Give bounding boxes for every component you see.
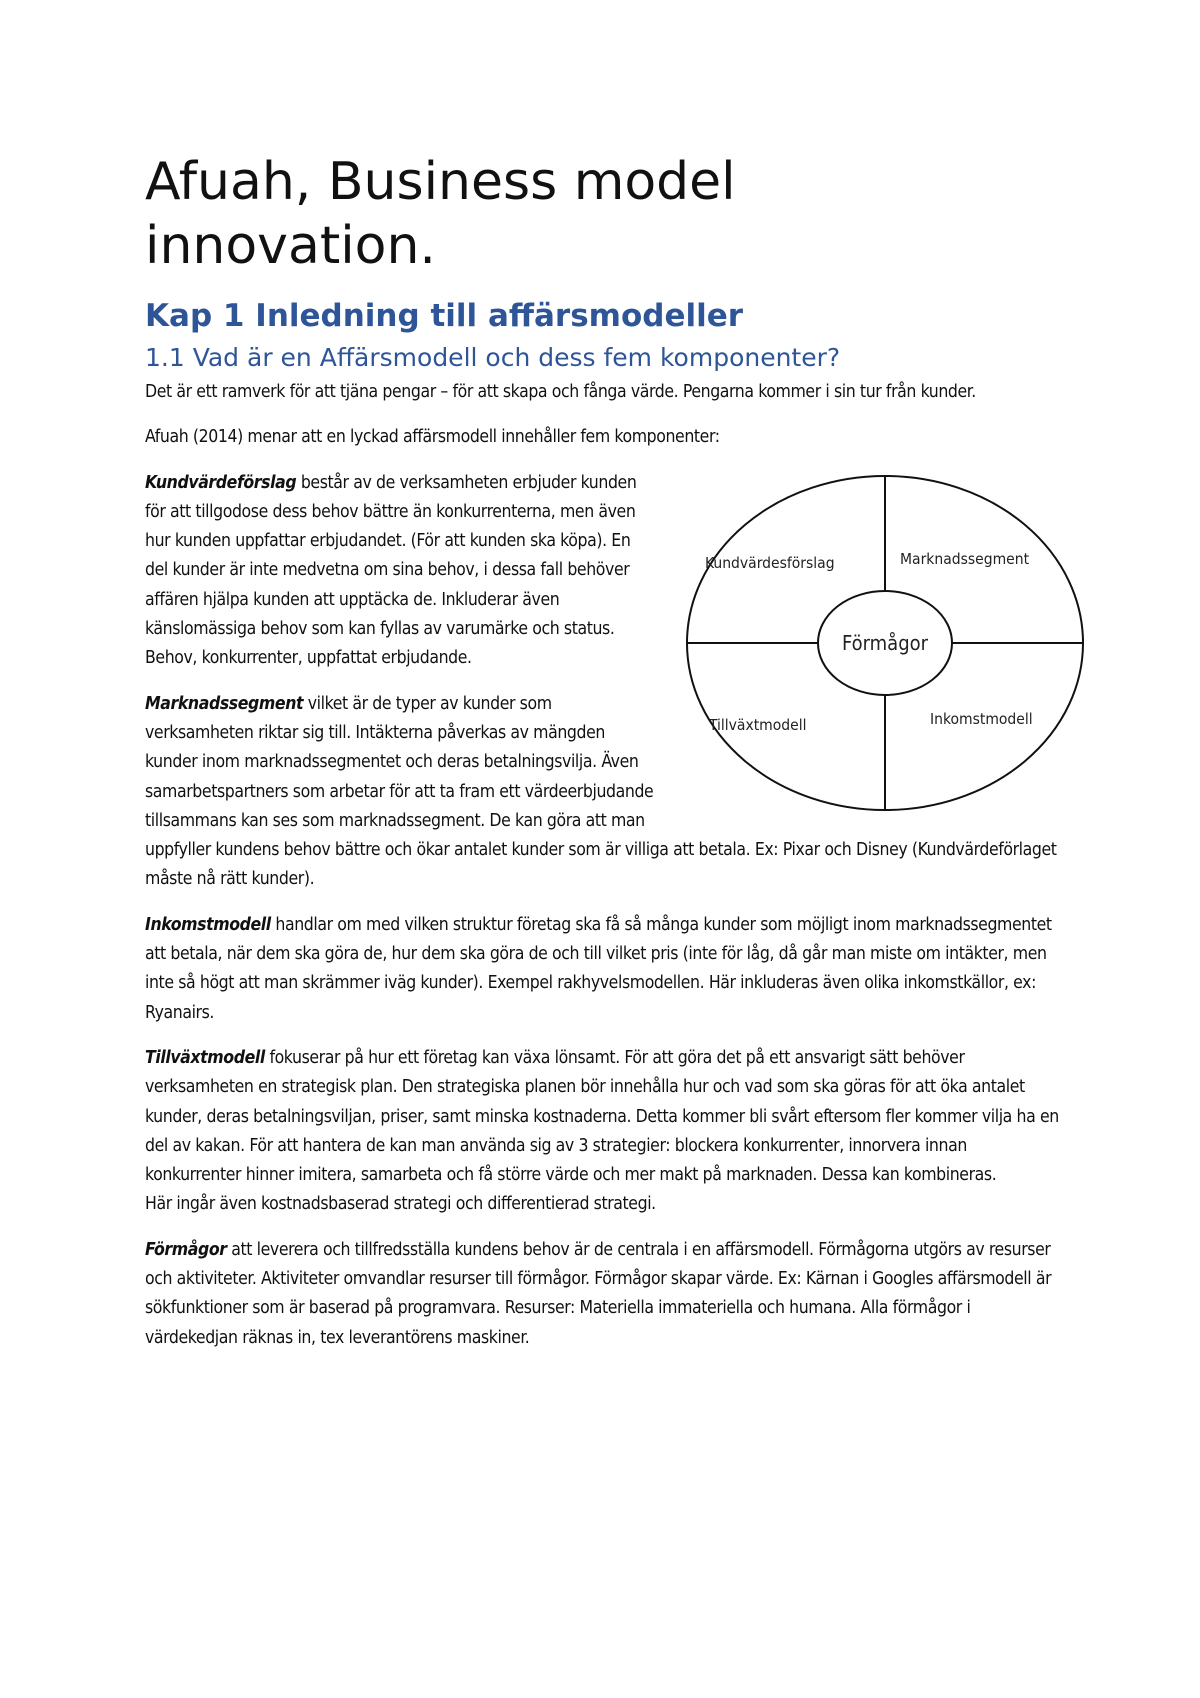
extra-kundvardeforslag: Behov, konkurrenter, uppfattat erbjudande. <box>145 648 472 669</box>
document-page <box>145 150 1065 1369</box>
afuah-statement: Afuah (2014) menar att en lyckad affärsmodell innehåller fem komponenter: <box>145 427 720 448</box>
term-kundvardeforslag: Kundvärdeförslag <box>145 472 297 493</box>
diagram-label-tillvaxtmodell: Tillväxtmodell <box>709 715 807 734</box>
text-kundvardeforslag: består av de verksamheten erbjuder kunden för att tillgodose dess behov bättre än konkurrenterna, men även hur kunden uppfattar erbjudandet. (För att kunden ska köpa). En del kunder är inte medvetna om sina behov, i dessa fall behöver affären hjälpa kunden att upptäcka de. Inkluderar även känslomässiga behov som kan fyllas av varumärke och status. <box>145 472 637 640</box>
text-formagor: att leverera och tillfredsställa kundens behov är de centrala i en affärsmodell. Förmågorna utgörs av resurser och aktiviteter. Aktiviteter omvandlar resurser till förmågor. Förmågor skapar värde. Ex: Kärnan i Googles affärsmodell är sökfunktioner som är baserad på programvara. Resurser: Materiella immateriella och humana. Alla förmågor i värdekedjan räknas in, tex leverantörens maskiner. <box>145 1239 1052 1348</box>
extra-tillvaxtmodell: Här ingår även kostnadsbaserad strategi och differentierad strategi. <box>145 1194 656 1215</box>
text-inkomstmodell: handlar om med vilken struktur företag ska få så många kunder som möjligt inom marknadssegmentet att betala, när dem ska göra de, hur dem ska göra de och till vilket pris (inte för låg, då går man miste om intäkter, men inte så högt att man skrämmer iväg kunder). Exempel rakhyvelsmodellen. Här inkluderas även olika inkomstkällor, ex: Ryanairs. <box>145 914 1052 1023</box>
intro-paragraph: Det är ett ramverk för att tjäna pengar – för att skapa och fånga värde. Pengarna kommer i sin tur från kunder. <box>145 382 976 402</box>
diagram-label-marknadssegment: Marknadssegment <box>900 549 1030 568</box>
section-heading: 1.1 Vad är en Affärsmodell och dess fem komponenter? <box>145 343 841 372</box>
document-title: Afuah, Business model innovation. <box>145 152 736 276</box>
term-marknadssegment: Marknadssegment <box>145 693 304 714</box>
diagram-label-kundvardesforslag: Kundvärdesförslag <box>705 553 835 572</box>
term-tillvaxtmodell: Tillväxtmodell <box>145 1047 265 1068</box>
chapter-heading: Kap 1 Inledning till affärsmodeller <box>145 298 744 334</box>
component-inkomstmodell <box>145 911 1065 1028</box>
text-marknadssegment: vilket är de typer av kunder som verksamheten riktar sig till. Intäkterna påverkas av mängden kunder inom marknadssegmentet och deras betalningsvilja. Även samarbetspartners som arbetar för att ta fram ett värdeerbjudande tillsammans kan ses som marknadssegment. De kan göra att man uppfyller kundens behov bättre och ökar antalet kunder som är villiga att betala. Ex: Pixar och Disney (Kundvärdeförlaget måste nå rätt kunder). <box>145 693 1057 890</box>
diagram-label-inkomstmodell: Inkomstmodell <box>930 709 1033 728</box>
term-formagor: Förmågor <box>145 1239 227 1260</box>
diagram-svg <box>675 465 1095 820</box>
term-inkomstmodell: Inkomstmodell <box>145 914 271 935</box>
component-formagor <box>145 1236 1065 1353</box>
business-model-diagram <box>675 465 1095 820</box>
component-tillvaxtmodell <box>145 1044 1065 1220</box>
text-tillvaxtmodell: fokuserar på hur ett företag kan växa lönsamt. För att göra det på ett ansvarigt sätt behöver verksamheten en strategisk plan. Den strategiska planen bör innehålla hur och vad som ska göras för att öka antalet kunder, deras betalningsviljan, priser, samt minska kostnaderna. Detta kommer bli svårt eftersom fler kommer vilja ha en del av kakan. För att hantera de kan man använda sig av 3 strategier: blockera konkurrenter, innorvera innan konkurrenter hinner imitera, samarbeta och få större värde och mer makt på marknaden. Dessa kan kombineras. <box>145 1047 1059 1186</box>
diagram-label-formagor: Förmågor <box>841 630 929 655</box>
